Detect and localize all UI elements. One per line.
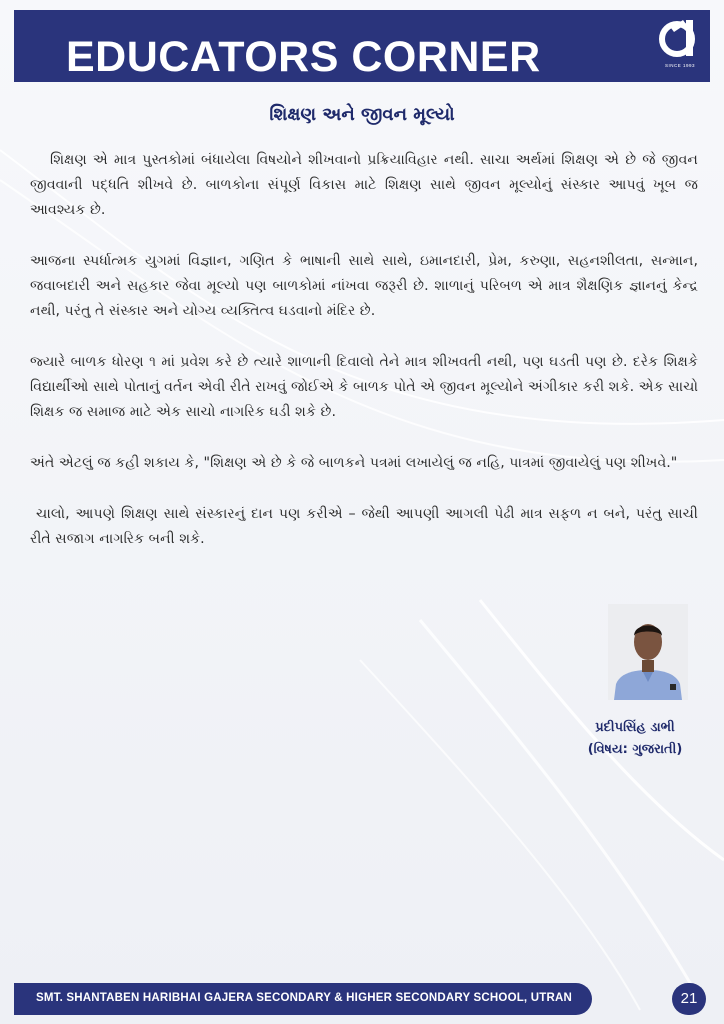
article-body <box>30 148 698 578</box>
article-paragraph: ચાલો, આપણે શિક્ષણ સાથે સંસ્કારનું દાન પણ કરીએ – જેથી આપણી આગલી પેઢી માત્ર સફળ ન બને, પરંતુ સાચી રીતે સજાગ નાગરિક બની શકે. <box>30 506 698 547</box>
page-number-badge: 21 <box>672 983 706 1015</box>
article-paragraph: આજના સ્પર્ધાત્મક યુગમાં વિજ્ઞાન, ગણિત કે ભાષાની સાથે સાથે, ઇમાનદારી, પ્રેમ, કરુણા, સહનશીલતા, સન્માન, જવાબદારી અને સહકાર જેવા મૂલ્યો પણ બાળકોમાં નાંખવા જરૂરી છે. શાળાનું પરિબળ એ માત્ર શૈક્ષણિક જ્ઞાનનું કેન્દ્ર નથી, પરંતુ તે સંસ્કાર અને યોગ્ય વ્યક્તિત્વ ઘડવાનો મંદિર છે. <box>30 253 698 319</box>
article-title: શિક્ષણ અને જીવન મૂલ્યો <box>269 104 455 125</box>
school-logo-icon <box>655 14 703 70</box>
author-photo <box>608 604 688 700</box>
author-subject: (વિષય: ગુજરાતી) <box>587 742 683 757</box>
footer-school-name: SMT. SHANTABEN HARIBHAI GAJERA SECONDARY & HIGHER SECONDARY SCHOOL, UTRAN <box>36 992 572 1004</box>
article-paragraph: અંતે એટલું જ કહી શકાય કે, "શિક્ષણ એ છે કે જે બાળકને પત્રમાં લખાયેલું જ નહિ, પાત્રમાં જીવાયેલું પણ શીખવે." <box>30 455 678 471</box>
article-paragraph: શિક્ષણ એ માત્ર પુસ્તકોમાં બંધાયેલા વિષયોને શીખવાનો પ્રક્રિયાવિહાર નથી. સાચા અર્થમાં શિક્ષણ એ છે જે જીવન જીવવાની પદ્ધતિ શીખવે છે. બાળકોના સંપૂર્ણ વિકાસ માટે શિક્ષણ સાથે જીવન મૂલ્યોનું સંસ્કાર આપવું ખૂબ જ આવશ્યક છે. <box>30 152 698 218</box>
logo-since-text: SINCE 1993 <box>664 63 695 68</box>
author-block <box>570 717 700 761</box>
article-paragraph: જ્યારે બાળક ધોરણ ૧ માં પ્રવેશ કરે છે ત્યારે શાળાની દિવાલો તેને માત્ર શીખવતી નથી, પણ ઘડતી પણ છે. દરેક શિક્ષકે વિદ્યાર્થીઓ સાથે પોતાનું વર્તન એવી રીતે રાખવું જોઈએ કે બાળક પોતે એ જીવન મૂલ્યોને અંગીકાર કરી શકે. એક સાચો શિક્ષક જ સમાજ માટે એક સાચો નાગરિક ઘડી શકે છે. <box>30 354 698 420</box>
author-name: પ્રદીપસિંહ ડાભી <box>595 720 675 735</box>
header-title: EDUCATORS CORNER <box>66 33 541 81</box>
